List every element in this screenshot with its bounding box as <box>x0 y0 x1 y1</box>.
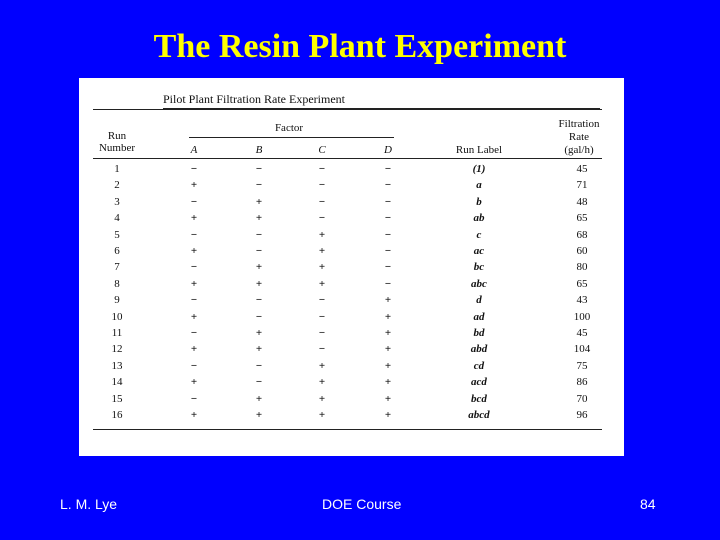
cell-run-label: d <box>476 294 482 307</box>
header-a: A <box>190 144 198 156</box>
table-row <box>79 276 624 293</box>
cell-factor-c: − <box>318 327 326 339</box>
cell-factor-b: − <box>255 376 263 389</box>
cell-run-number: 14 <box>111 376 123 389</box>
table-row <box>79 407 624 424</box>
cell-factor-b: + <box>255 392 263 405</box>
cell-factor-b: + <box>255 409 263 421</box>
cell-factor-a: + <box>190 245 198 257</box>
cell-factor-d: − <box>384 179 392 192</box>
cell-factor-c: + <box>318 261 326 274</box>
table-row <box>79 391 624 408</box>
cell-run-number: 2 <box>114 179 120 192</box>
cell-filtration-rate: 60 <box>576 245 588 257</box>
cell-run-number: 5 <box>114 228 120 241</box>
cell-factor-d: − <box>384 245 392 257</box>
cell-factor-c: − <box>318 212 326 225</box>
cell-factor-a: − <box>190 359 198 372</box>
cell-factor-c: + <box>318 392 326 405</box>
header-run-line1: Run <box>107 130 127 142</box>
cell-run-label: (1) <box>472 163 486 175</box>
cell-run-label: a <box>476 179 482 192</box>
header-run-line2: Number <box>98 142 136 154</box>
cell-factor-c: − <box>318 343 326 356</box>
cell-factor-b: − <box>255 310 263 323</box>
cell-factor-d: − <box>384 195 392 208</box>
table-row <box>79 210 624 227</box>
cell-factor-c: + <box>318 228 326 241</box>
cell-factor-b: + <box>255 212 263 225</box>
header-rate-line3: (gal/h) <box>564 144 594 156</box>
cell-factor-b: − <box>255 179 263 192</box>
footer-course: DOE Course <box>322 496 402 512</box>
cell-filtration-rate: 86 <box>576 376 588 389</box>
cell-factor-a: − <box>190 327 198 339</box>
cell-factor-b: + <box>255 277 263 290</box>
table-row <box>79 227 624 244</box>
header-run-label: Run Label <box>455 144 503 156</box>
table-row <box>79 177 624 194</box>
cell-run-number: 7 <box>114 261 120 274</box>
cell-factor-a: − <box>190 163 198 175</box>
cell-factor-a: − <box>190 261 198 274</box>
cell-factor-d: − <box>384 228 392 241</box>
cell-factor-b: − <box>255 228 263 241</box>
cell-factor-a: − <box>190 195 198 208</box>
cell-factor-a: − <box>190 294 198 307</box>
table-row <box>79 358 624 375</box>
cell-factor-d: + <box>384 376 392 389</box>
cell-run-number: 12 <box>111 343 123 356</box>
cell-factor-a: + <box>190 409 198 421</box>
cell-factor-c: + <box>318 376 326 389</box>
cell-filtration-rate: 65 <box>576 277 588 290</box>
header-rate-line2: Rate <box>568 131 590 143</box>
cell-factor-c: − <box>318 310 326 323</box>
header-rule <box>93 158 602 159</box>
table-row <box>79 309 624 326</box>
cell-factor-b: − <box>255 294 263 307</box>
table-row <box>79 292 624 309</box>
cell-run-number: 15 <box>111 392 123 405</box>
factor-rule <box>189 137 394 138</box>
cell-filtration-rate: 43 <box>576 294 588 307</box>
cell-factor-d: + <box>384 294 392 307</box>
cell-run-label: ad <box>473 310 485 323</box>
footer-page-number: 84 <box>640 496 656 512</box>
cell-run-number: 1 <box>114 163 120 175</box>
cell-run-label: c <box>476 228 482 241</box>
cell-run-number: 16 <box>111 409 123 421</box>
table-row <box>79 243 624 260</box>
table-row <box>79 161 624 178</box>
table-row <box>79 194 624 211</box>
cell-filtration-rate: 45 <box>576 327 588 339</box>
cell-run-number: 4 <box>114 212 120 225</box>
table-row <box>79 374 624 391</box>
table-image <box>79 78 624 456</box>
cell-factor-a: + <box>190 212 198 225</box>
cell-filtration-rate: 80 <box>576 261 588 274</box>
cell-factor-a: + <box>190 277 198 290</box>
cell-filtration-rate: 45 <box>576 163 588 175</box>
cell-factor-c: − <box>318 294 326 307</box>
cell-factor-b: − <box>255 245 263 257</box>
cell-factor-a: + <box>190 343 198 356</box>
table-row <box>79 341 624 358</box>
cell-run-number: 3 <box>114 195 120 208</box>
cell-filtration-rate: 71 <box>576 179 588 192</box>
cell-factor-d: + <box>384 327 392 339</box>
cell-factor-a: + <box>190 310 198 323</box>
cell-filtration-rate: 70 <box>576 392 588 405</box>
cell-filtration-rate: 96 <box>576 409 588 421</box>
cell-factor-d: + <box>384 343 392 356</box>
cell-factor-c: − <box>318 179 326 192</box>
table-row <box>79 325 624 342</box>
cell-run-label: bc <box>473 261 485 274</box>
cell-factor-a: + <box>190 376 198 389</box>
cell-factor-c: − <box>318 195 326 208</box>
cell-factor-d: − <box>384 277 392 290</box>
cell-run-label: ab <box>473 212 485 225</box>
header-c: C <box>318 144 326 156</box>
cell-factor-d: + <box>384 409 392 421</box>
cell-run-label: ac <box>473 245 485 257</box>
slide-title: The Resin Plant Experiment <box>153 28 567 65</box>
header-factor: Factor <box>274 122 304 134</box>
cell-factor-c: + <box>318 245 326 257</box>
cell-run-label: bcd <box>471 392 487 405</box>
cell-filtration-rate: 48 <box>576 195 588 208</box>
cell-factor-a: + <box>190 179 198 192</box>
cell-run-number: 10 <box>111 310 123 323</box>
cell-factor-c: − <box>318 163 326 175</box>
cell-run-number: 11 <box>111 327 123 339</box>
cell-factor-b: − <box>255 359 263 372</box>
cell-filtration-rate: 100 <box>573 310 591 323</box>
cell-factor-a: − <box>190 392 198 405</box>
table-row <box>79 259 624 276</box>
cell-factor-d: + <box>384 310 392 323</box>
cell-run-number: 13 <box>111 359 123 372</box>
cell-factor-b: + <box>255 195 263 208</box>
cell-factor-c: + <box>318 359 326 372</box>
cell-run-label: abd <box>470 343 488 356</box>
cell-factor-b: + <box>255 343 263 356</box>
cell-run-label: acd <box>471 376 487 389</box>
header-d: D <box>384 144 392 156</box>
cell-factor-b: + <box>255 261 263 274</box>
cell-factor-d: − <box>384 212 392 225</box>
top-rule <box>93 109 602 110</box>
cell-factor-c: + <box>318 409 326 421</box>
cell-run-label: abc <box>471 277 487 290</box>
cell-run-number: 8 <box>114 277 120 290</box>
bottom-rule <box>93 429 602 430</box>
cell-filtration-rate: 68 <box>576 228 588 241</box>
cell-factor-d: − <box>384 163 392 175</box>
cell-factor-d: − <box>384 261 392 274</box>
cell-filtration-rate: 65 <box>576 212 588 225</box>
cell-factor-b: + <box>255 327 263 339</box>
cell-factor-b: − <box>255 163 263 175</box>
header-b: B <box>255 144 263 156</box>
cell-run-label: cd <box>473 359 485 372</box>
footer-author: L. M. Lye <box>60 496 118 512</box>
cell-filtration-rate: 75 <box>576 359 588 372</box>
header-rate-line1: Filtration <box>558 118 600 130</box>
cell-factor-d: + <box>384 392 392 405</box>
cell-run-label: abcd <box>468 409 490 421</box>
cell-factor-c: + <box>318 277 326 290</box>
cell-filtration-rate: 104 <box>573 343 591 356</box>
cell-factor-a: − <box>190 228 198 241</box>
table-caption: Pilot Plant Filtration Rate Experiment <box>163 92 345 106</box>
cell-run-label: bd <box>473 327 485 339</box>
cell-run-label: b <box>476 195 482 208</box>
cell-run-number: 9 <box>114 294 120 307</box>
cell-run-number: 6 <box>114 245 120 257</box>
cell-factor-d: + <box>384 359 392 372</box>
